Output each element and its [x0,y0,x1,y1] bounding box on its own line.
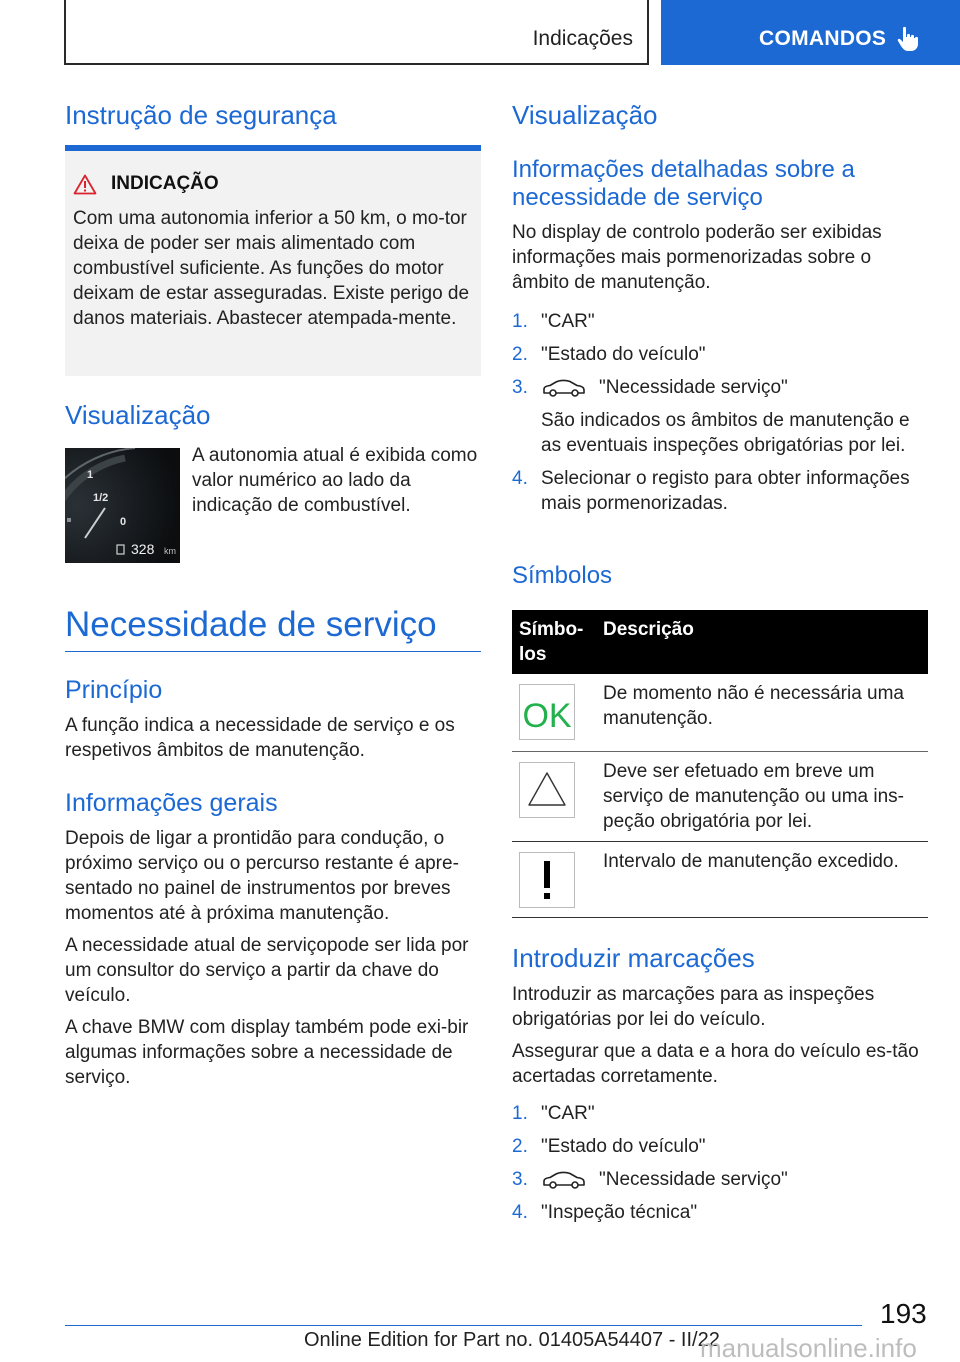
row-description: Intervalo de manutenção excedido. [603,851,899,872]
step-text: Selecionar o registo para obter informações mais pormenorizadas. [541,468,910,514]
cluster-mark-half: 1/2 [93,492,109,504]
step-text: "Estado do veículo" [541,344,706,365]
general-heading: Informações gerais [65,789,278,817]
step-number: 1. [512,1103,528,1124]
principle-heading: Princípio [65,676,163,704]
list-item [512,342,928,367]
display-text: A autonomia atual é exibida como valor numérico ao lado da indicação de combustível. [192,445,478,516]
marks-paragraph-2: Assegurar que a data e a hora do veículo es-tão acertadas corretamente. [512,1041,919,1087]
step-note: São indicados os âmbitos de manutenção e as eventuais inspeções obrigatórias por lei. [541,410,910,456]
step-number: 3. [512,1169,528,1190]
instrument-cluster-image [65,448,180,563]
cluster-unit: km [164,546,176,556]
list-item [512,309,928,334]
step-number: 1. [512,311,528,332]
step-text: "Necessidade serviço" [599,1169,788,1190]
header-chapter-tab [661,0,960,65]
step-number: 4. [512,1202,528,1223]
step-text: "CAR" [541,1103,595,1124]
step-text: "CAR" [541,311,595,332]
cluster-mark-0: 0 [120,516,127,528]
general-paragraph-2: A necessidade atual de serviçopode ser lida por um consultor do serviço a partir da chave do veículo. [65,935,469,1006]
notice-text: Com uma autonomia inferior a 50 km, o mo-tor deixa de poder ser mais alimentado com combustível suficiente. As funções do motor deixam de estar asseguradas. Existe perigo de danos materiais. Abastecer atempada-mente. [73,208,470,329]
exclamation-icon [519,852,575,908]
symbols-heading: Símbolos [512,562,613,589]
list-item [512,1200,928,1225]
warning-triangle-icon [519,762,575,818]
symbols-table [512,610,928,918]
steps-list-b [512,1101,928,1233]
table-row [512,674,928,752]
cluster-range: 328 [131,541,155,557]
header-section-label: Indicações [532,27,633,50]
service-rule [65,651,481,652]
display-heading-right: Visualização [512,100,658,130]
car-icon [541,1170,587,1190]
list-item [512,1101,928,1126]
row-description: De momento não é necessária uma manutenção. [603,683,904,729]
step-number: 2. [512,344,528,365]
row-description: Deve ser efetuado em breve um serviço de manutenção ou uma ins-peção obrigatória por lei. [603,761,904,832]
footer-rule [65,1325,862,1326]
col-header-symbols: Símbo-los [519,619,584,665]
col-header-description: Descrição [603,619,694,640]
general-paragraph-3: A chave BMW com display também pode exi-bir algumas informações sobre a necessidade de serviço. [65,1017,469,1088]
step-number: 4. [512,468,528,489]
step-text: "Necessidade serviço" [599,377,788,398]
step-number: 2. [512,1136,528,1157]
step-text: "Estado do veículo" [541,1136,706,1157]
steps-list-a [512,309,928,524]
pointing-hand-icon [896,26,920,52]
detail-text: No display de controlo poderão ser exibidas informações mais pormenorizadas sobre o âmbito de manutenção. [512,222,882,293]
principle-text: A função indica a necessidade de serviço e os respetivos âmbitos de manutenção. [65,715,455,761]
watermark: manualsonline.info [700,1333,917,1362]
notice-title: INDICAÇÃO [111,173,219,194]
car-icon [541,378,587,398]
marks-heading: Introduzir marcações [512,943,755,973]
service-heading: Necessidade de serviço [65,605,437,644]
ok-icon [519,684,575,740]
cluster-mark-1: 1 [87,469,94,481]
marks-paragraph-1: Introduzir as marcações para as inspeções obrigatórias por lei do veículo. [512,984,875,1030]
page-number: 193 [880,1298,927,1329]
display-heading-left: Visualização [65,400,211,430]
table-row [512,842,928,918]
table-row [512,752,928,842]
list-item [512,1134,928,1159]
edition-text: Online Edition for Part no. 01405A54407 - II/22 [304,1329,720,1351]
step-text: "Inspeção técnica" [541,1202,698,1223]
header-chapter-label: COMANDOS [759,27,887,50]
detail-heading: Informações detalhadas sobre a necessidade de serviço [512,156,855,211]
warning-triangle-icon [73,174,97,195]
list-item [512,1167,928,1192]
table-header [512,610,928,674]
general-paragraph-1: Depois de ligar a prontidão para condução, o próximo serviço ou o percurso restante é apre-sentado no painel de instrumentos por breves momentos até à próxima manutenção. [65,828,459,924]
list-item [512,375,928,458]
notice-box [65,151,481,376]
safety-heading: Instrução de segurança [65,100,337,130]
step-number: 3. [512,377,528,398]
ok-symbol-text: OK [522,697,572,735]
header-section-tab [64,0,649,65]
list-item [512,466,928,516]
